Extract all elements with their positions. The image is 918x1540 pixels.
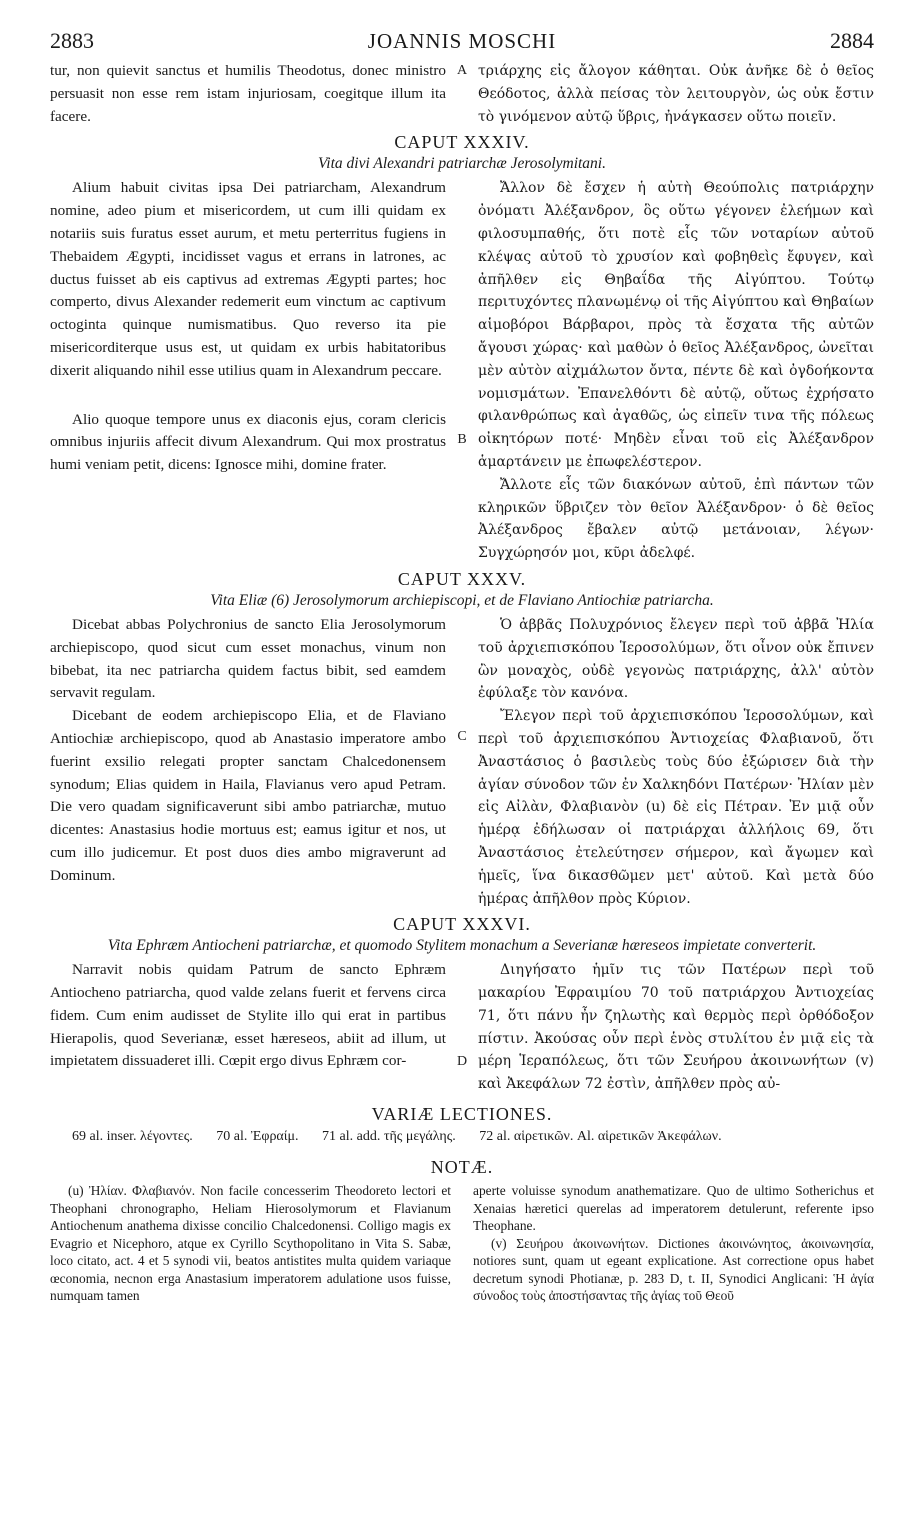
latin-paragraph: Narravit nobis quidam Patrum de sancto Ephræm Antiocheno patriarcha, quod valde zelans fuerit et fervens circa fidem. Cum enim audisset de Stylite illo qui erat in partibus Hierapolis, quod Severianæ, esset hæreseos, abiit ad illum, ut impietatem dissuaderet illi. Cœpit ergo divus Ephræm cor- — [50, 961, 446, 1070]
page-number-right: 2884 — [829, 28, 874, 53]
chapter-subtitle: Vita Eliæ (6) Jerosolymorum archiepiscopi, et de Flaviano Antiochiæ patriarcha. — [210, 591, 714, 609]
latin-paragraph: Alio quoque tempore unus ex diaconis ejus, coram clericis omnibus injuriis affecit divum Alexandrum. Qui mox prostratus humi veniam petit, dicens: Ignosce mihi, domine frater. — [50, 410, 446, 474]
running-header — [50, 28, 874, 60]
margin-marker: B — [457, 432, 467, 448]
notae — [50, 1182, 874, 1305]
latin-column — [50, 614, 446, 910]
variant-reading: 69 al. inser. λέγοντες. — [72, 1129, 193, 1145]
greek-column — [478, 614, 874, 910]
greek-column — [478, 177, 874, 565]
chapter-heading: CAPUT XXXVI. — [393, 914, 531, 935]
greek-paragraph: Ὁ ἀββᾶς Πολυχρόνιος ἔλεγεν περὶ τοῦ ἀββᾶ Ἠλία τοῦ ἀρχιεπισκόπου Ἱεροσολύμων, ὅτι οἶνον οὐκ ἔπινεν ὢν μοναχὸς, οὐδὲ γεγονὼς πατριάρχης, ἀλλ' αὐτὸν ἐφύλαξε τὸν κανόνα. — [478, 616, 874, 702]
variae-lectiones-heading: VARIÆ LECTIONES. — [371, 1104, 553, 1125]
greek-paragraph: Διηγήσατο ἡμῖν τις τῶν Πατέρων περὶ τοῦ μακαρίου Ἐφραιμίου 70 τοῦ πατριάρχου Ἀντιοχείας 71, ὅτι πάνυ ἦν ζηλωτὴς καὶ θερμὸς περὶ ὀρθόδοξον πίστιν. Ἀκούσας οὖν περὶ ἑνὸς στυλίτου ἐν μιᾷ εἰς τὰ μέρη Ἱεραπόλεως, ὅτι τῶν Σευήρου ἀκοινωνήτων (v) καὶ Ἀκεφάλων 72 ἐστὶν, ἀπῆλθεν πρὸς αὐ- — [478, 962, 874, 1093]
variant-reading: 72 al. αἱρετικῶν. Al. αἱρετικῶν Ἀκεφάλων. — [479, 1129, 722, 1145]
variant-reading: 71 al. add. τῆς μεγάλης. — [322, 1129, 456, 1145]
note-left: (u) Ἠλίαν. Φλαβιανόν. Non facile concesserim Theodoreto lectori et Theophani chronographo, Heliam Hierosolymorum et Flavianum Antiochenum anathema dixisse concilio Chalcedonensi. Colligo magis ex Evagrio et Nicephoro, atque ex Cyrillo Scythopolitano in Vita S. Sabæ, loco citato, act. 4 et 5 synodi vii, beatos antistites multa quidem variaque œconomia, necnon erga Anastasium imperatorem adulatione usos fuisse, numquam tamen — [50, 1183, 451, 1304]
chapter-34-columns — [50, 177, 874, 565]
greek-paragraph: Ἄλλοτε εἷς τῶν διακόνων αὐτοῦ, ἐπὶ πάντων τῶν κληρικῶν ὕβριζεν τὸν θεῖον Ἀλέξανδρον· ὁ δὲ θεῖος Ἀλέξανδρος ἔβαλεν αὐτῷ μετάνοιαν, λέγων· Συγχώρησόν μοι, κῦρι ἀδελφέ. — [478, 476, 874, 562]
greek-paragraph: Ἄλλον δὲ ἔσχεν ἡ αὐτὴ Θεούπολις πατριάρχην ὀνόματι Ἀλέξανδρον, ὃς οὕτω γέγονεν ἐλεήμων καὶ φιλοσυμπαθής, ὅτι ποτὲ εἷς τῶν νοταρίων αὐτοῦ κλέψας αὐτοῦ τὸ χρυσίον καὶ φοβηθεὶς ἔφυγεν, καὶ ἀπῆλθεν εἰς Θηβαΐδα τῆς Αἰγύπτου. Τούτῳ περιτυχόντες πλανωμένῳ οἱ τῆς Αἰγύπτου καὶ Θηβαίων αἱμοβόροι Βάρβαροι, πρὸς τὰ ἔσχατα τῆς αὐτῶν ἄγουσι χώρας· καὶ μαθὼν ὁ θεῖος Ἀλέξανδρος, ὠνεῖται μὲν αὐτὸν αἰχμάλωτον ὄντα, πέντε δὲ καὶ ὀγδοήκοντα νομισμάτων. Ἐπανελθόντι δὲ αὐτῷ, οὕτως ἐχρήσατο φιλανθρώπως καὶ ἀγαθῶς, ὡς εἰπεῖν τινα τῆς πόλεως οἰκητόρων ποτέ· Μηδὲν εἶναι τοῦ εἰς Ἀλέξανδρον ἁμαρτάνειν με ἐπωφελέστερον. — [478, 180, 874, 470]
variae-lectiones — [50, 1127, 874, 1147]
notae-heading: NOTÆ. — [430, 1157, 494, 1178]
note-right — [473, 1182, 874, 1305]
latin-column — [50, 177, 446, 565]
intro-columns — [50, 60, 874, 128]
variant-reading: 70 al. Ἐφραίμ. — [216, 1129, 299, 1145]
chapter-heading: CAPUT XXXIV. — [394, 132, 530, 153]
latin-paragraph: Dicebat abbas Polychronius de sancto Elia Jerosolymorum archiepiscopo, quod sicut cum esset monachus, vinum non bibebat, ita nec patriarcha quidem factus bibit, sed eamdem servavit regulam. — [50, 615, 446, 702]
note-continuation: aperte voluisse synodum anathematizare. Quo de ultimo Sotherichus et Xenaias hæretici querelas ad imperatorem detulerunt, referente ipso Theophane. — [473, 1183, 874, 1234]
chapter-36-columns — [50, 959, 874, 1096]
chapter-heading: CAPUT XXXV. — [397, 568, 527, 589]
chapter-subtitle: Vita divi Alexandri patriarchæ Jerosolymitani. — [317, 155, 606, 173]
latin-paragraph: Dicebant de eodem archiepiscopo Elia, et de Flaviano Antiochiæ archiepiscopo, quod ab Anastasio imperatore ambo fuerint exsilio relegati propter sanctam Chalcedonensem synodum; Elias quidem in Haila, Flavianus vero apud Petram. Die vero quadam significaverunt sibi ambo patriarchæ, mutuo dicentes: Anastasius hodie mortuus est; eamus igitur et nos, ut cum illo judicemur. Et post duos dies ambo migraverunt ad Dominum. — [50, 707, 446, 884]
margin-marker: D — [456, 1054, 468, 1070]
chapter-35-columns — [50, 614, 874, 910]
latin-paragraph: Alium habuit civitas ipsa Dei patriarcham, Alexandrum nomine, adeo pium et misericordem, ut cum illi quidam ex notariis suis furatus esset aurum, et metu perterritus fugiens in Thebaidem Ægypti, incidisset vagus et errans in latrones, ac ductus fuisset ab eis captivus ad extremas Ægypti partes; hoc comperto, divus Alexander redemerit eum vinctum ac captivum octoginta quinque numismatibus. Quo reverso ita pie misericorditerque usus est, ut quidam ex urbis habitatoribus dixerit aliquando nihil esse utilius quam in Alexandrum peccare. — [50, 179, 446, 379]
latin-text: tur, non quievit sanctus et humilis Theodotus, donec ministro persuasit non esse rem istam injuriosam, coegitque illum ita facere. — [50, 62, 446, 125]
page-number-left: 2883 — [50, 28, 94, 53]
running-title: JOANNIS MOSCHI — [367, 29, 557, 53]
chapter-subtitle: Vita Ephræm Antiocheni patriarchæ, et quomodo Stylitem monachum a Severianæ hæreseos impietate converterit. — [107, 937, 817, 955]
note-v: (v) Σευήρου ἀκοινωνήτων. Dictiones ἀκοινώνητος, ἀκοινωνησία, notiores sunt, quam ut egeant explicatione. Ast correctione opus habet decretum synodi Photianæ, p. 283 D, t. II, Synodici Anglicani: Ἡ ἁγία σύνοδος τοὺς ἀποστήσαντας τῆς ἁγίας τοῦ Θεοῦ — [473, 1235, 874, 1304]
margin-marker: A — [456, 63, 468, 78]
greek-text: τριάρχης εἰς ἄλογον κάθηται. Οὐκ ἀνῆκε δὲ ὁ θεῖος Θεόδοτος, ἀλλὰ πείσας τὸν λειτουργὸν, ὡς οὐκ ἔστιν τὸ γινόμενον αὐτῷ ὕβρις, ἠνάγκασεν οὕτω ποιεῖν. — [478, 63, 874, 125]
margin-marker: C — [457, 728, 467, 744]
greek-paragraph: Ἔλεγον περὶ τοῦ ἀρχιεπισκόπου Ἱεροσολύμων, καὶ περὶ τοῦ ἀρχιεπισκόπου Ἀντιοχείας Φλαβιανοῦ, ὅτι Ἀναστάσιος ὁ βασιλεὺς τοὺς δύο ἐξώρισεν διὰ τὴν ἁγίαν σύνοδον τῶν ἐν Χαλκηδόνι Πατέρων· Ἠλίαν μὲν εἰς Αἰλὰν, Φλαβιανὸν (u) δὲ εἰς Πέτραν. Ἐν μιᾷ οὖν ἡμέρᾳ ἐδήλωσαν οἱ πατριάρχαι ἀλλήλοις 69, ὅτι Ἀναστάσιος ἐτελεύτησεν σήμερον, καὶ ἄγωμεν καὶ ἡμεῖς, ἵνα δικασθῶμεν μετ' αὐτοῦ. Καὶ μετὰ δύο ἡμέρας ἀπῆλθον πρὸς Κύριον. — [478, 708, 874, 907]
